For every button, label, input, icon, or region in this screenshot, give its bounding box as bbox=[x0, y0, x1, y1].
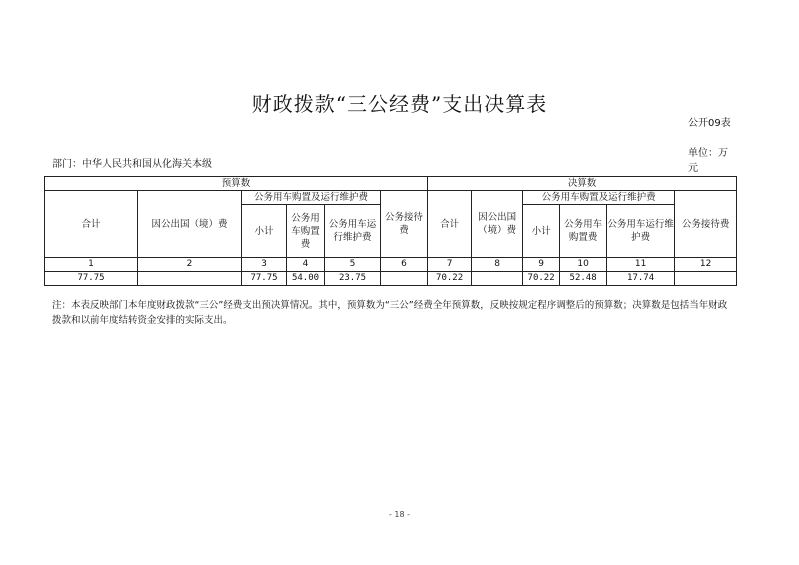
value-final-purchase: 52.48 bbox=[560, 272, 607, 286]
column-number: 5 bbox=[325, 258, 381, 272]
header-final-operation: 公务用车运行维护费 bbox=[607, 205, 675, 258]
column-number: 1 bbox=[45, 258, 138, 272]
subgroup-header-row bbox=[45, 191, 737, 205]
department-label: 部门：中华人民共和国从化海关本级 bbox=[52, 159, 212, 170]
column-number: 10 bbox=[560, 258, 607, 272]
value-budget-reception bbox=[381, 272, 428, 286]
page-title: 财政拨款“三公经费”支出决算表 bbox=[251, 92, 548, 116]
page-number: - 18 - bbox=[388, 510, 411, 519]
final-group-header: 决算数 bbox=[428, 177, 737, 191]
column-number: 11 bbox=[607, 258, 675, 272]
value-budget-subtotal: 77.75 bbox=[242, 272, 287, 286]
value-budget-purchase: 54.00 bbox=[287, 272, 325, 286]
header-final-vehicle-group: 公务用车购置及运行维护费 bbox=[523, 191, 675, 205]
budget-group-header: 预算数 bbox=[45, 177, 428, 191]
header-final-reception: 公务接待费 bbox=[675, 191, 737, 258]
header-budget-purchase: 公务用车购置费 bbox=[287, 205, 325, 258]
header-budget-vehicle-group: 公务用车购置及运行维护费 bbox=[242, 191, 381, 205]
value-budget-total: 77.75 bbox=[45, 272, 138, 286]
column-number: 7 bbox=[428, 258, 472, 272]
column-number: 12 bbox=[675, 258, 737, 272]
column-number: 3 bbox=[242, 258, 287, 272]
header-final-total: 合计 bbox=[428, 191, 472, 258]
header-final-subtotal: 小计 bbox=[523, 205, 560, 258]
value-budget-operation: 23.75 bbox=[325, 272, 381, 286]
value-row bbox=[45, 272, 737, 286]
header-budget-abroad: 因公出国（境）费 bbox=[138, 191, 242, 258]
value-final-abroad bbox=[472, 272, 523, 286]
header-budget-subtotal: 小计 bbox=[242, 205, 287, 258]
header-final-purchase: 公务用车购置费 bbox=[560, 205, 607, 258]
value-final-operation: 17.74 bbox=[607, 272, 675, 286]
value-budget-abroad bbox=[138, 272, 242, 286]
column-number: 4 bbox=[287, 258, 325, 272]
table-number: 公开09表 bbox=[688, 118, 731, 129]
value-final-subtotal: 70.22 bbox=[523, 272, 560, 286]
value-final-total: 70.22 bbox=[428, 272, 472, 286]
header-final-abroad: 因公出国（境）费 bbox=[472, 191, 523, 258]
column-number: 2 bbox=[138, 258, 242, 272]
header-budget-total: 合计 bbox=[45, 191, 138, 258]
column-number: 8 bbox=[472, 258, 523, 272]
header-budget-operation: 公务用车运行维护费 bbox=[325, 205, 381, 258]
three-public-expenses-table bbox=[44, 176, 737, 286]
column-number: 9 bbox=[523, 258, 560, 272]
column-number-row bbox=[45, 258, 737, 272]
unit-label: 单位：万元 bbox=[688, 148, 728, 174]
header-budget-reception: 公务接待费 bbox=[381, 191, 428, 258]
group-header-row bbox=[45, 177, 737, 191]
footnote: 注：本表反映部门本年度财政拨款“三公”经费支出预决算情况。其中，预算数为“三公”经费全年预算数，反映按规定程序调整后的预算数；决算数是包括当年财政拨款和以前年度结转资金安排的实际支出。 bbox=[52, 300, 728, 326]
value-final-reception bbox=[675, 272, 737, 286]
column-number: 6 bbox=[381, 258, 428, 272]
